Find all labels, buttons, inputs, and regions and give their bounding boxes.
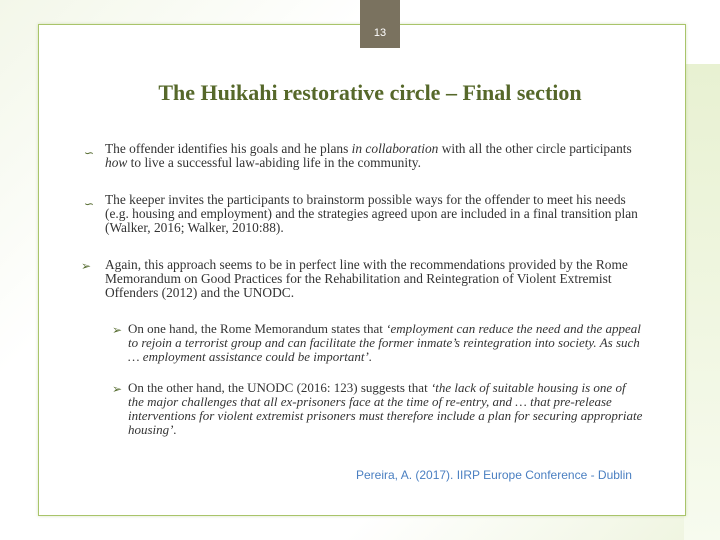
sub-bullet-1 — [128, 322, 644, 364]
bullet-1-emphasis-collaboration: in collaboration — [351, 141, 439, 156]
bullet-2: The keeper invites the participants to brainstorm possible ways for the offender to meet his needs (e.g. housing and employment) and the strategies agreed upon are included in a final transition plan (Walker, 2016; Walker, 2010:88). — [105, 192, 638, 236]
bullet-1-emphasis-how: how — [105, 155, 128, 171]
arrowhead-bullet-icon: ➢ — [81, 259, 92, 273]
bullet-1-text-c: to live a successful law-abiding life in the community. — [127, 155, 421, 171]
arrowhead-bullet-icon: ➢ — [112, 382, 123, 396]
bullet-3: Again, this approach seems to be in perfect line with the recommendations provided by the Rome Memorandum on Good Practices for the Rehabilitation and Reintegration of Violent Extremist Offenders (2012) and the UNODC. — [105, 257, 628, 301]
sub-bullet-2-lead: On the other hand, the UNODC (2016: 123) suggests that — [128, 380, 431, 395]
footer-citation: Pereira, A. (2017). IIRP Europe Conference - Dublin — [356, 468, 632, 482]
bullet-1-text-b: with all the other circle participants — [438, 141, 632, 156]
decorative-side-bar — [684, 64, 720, 540]
sub-bullet-1-quote: ‘employment can reduce the need and the appeal to rejoin a terrorist group and can facilitate the former inmate’s reintegration into society. As such … employment assistance could be important’. — [128, 321, 641, 364]
sub-bullet-2-quote: ‘the lack of suitable housing is one of the major challenges that all ex-prisoners face at the time of re-entry, and … that pre-release interventions for violent extremist prisoners must therefore include a plan for securing appropriate housing’. — [128, 380, 643, 437]
bullet-1 — [105, 142, 645, 170]
wave-bullet-icon: ∽ — [84, 146, 95, 160]
sub-bullet-2 — [128, 381, 644, 437]
slide-title: The Huikahi restorative circle – Final section — [158, 80, 582, 105]
page-number: 13 — [360, 0, 400, 48]
arrowhead-bullet-icon: ➢ — [112, 323, 123, 337]
bullet-1-text-a: The offender identifies his goals and he plans — [105, 141, 352, 156]
sub-bullet-1-lead: On one hand, the Rome Memorandum states that — [128, 321, 387, 336]
wave-bullet-icon: ∽ — [84, 197, 95, 211]
